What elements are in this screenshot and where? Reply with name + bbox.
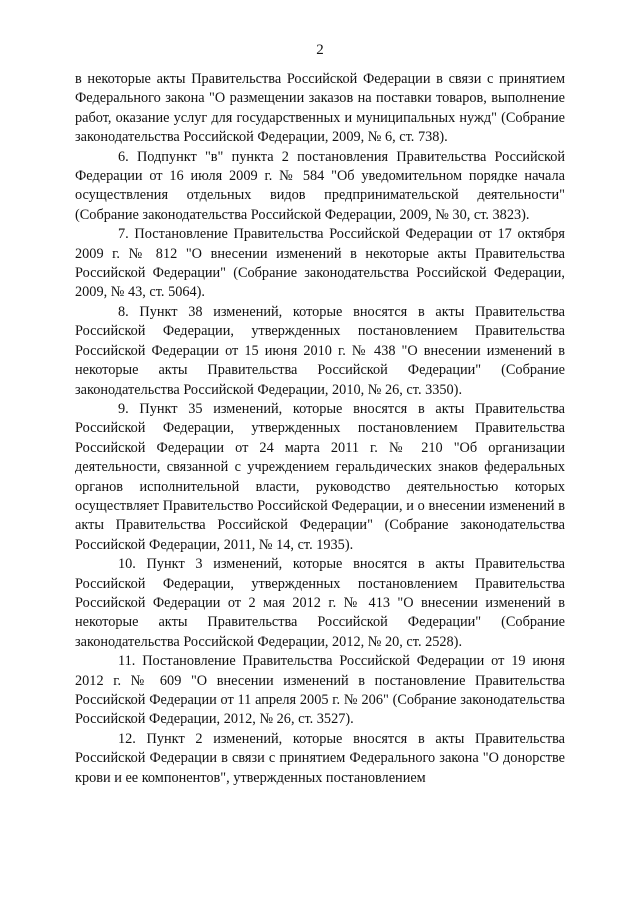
paragraph-item-6: 6. Подпункт "в" пункта 2 постановления Правительства Российской Федерации от 16 июля 2009 г. № 584 "Об уведомительном порядке начала осуществления отдельных видов предпринимательской деятельности" (Собрание законодательства Российской Федерации, 2009, № 30, ст. 3823).: [75, 148, 565, 223]
paragraph-continuation: в некоторые акты Правительства Российской Федерации в связи с принятием Федерального закона "О размещении заказов на поставки товаров, выполнение работ, оказание услуг для государственных и муниципальных нужд" (Собрание законодательства Российской Федерации, 2009, № 6, ст. 738).: [75, 71, 565, 146]
paragraph-item-11: 11. Постановление Правительства Российской Федерации от 19 июня 2012 г. № 609 "О внесении изменений в постановление Правительства Российской Федерации от 11 апреля 2005 г. № 206" (Собрание законодательства Российской Федерации, 2012, № 26, ст. 3527).: [75, 653, 565, 728]
document-body: [75, 70, 565, 788]
paragraph-item-10: 10. Пункт 3 изменений, которые вносятся в акты Правительства Российской Федерации, утвержденных постановлением Правительства Российской Федерации от 2 мая 2012 г. № 413 "О внесении изменений в некоторые акты Правительства Российской Федерации" (Собрание законодательства Российской Федерации, 2012, № 20, ст. 2528).: [75, 556, 565, 650]
paragraph-item-9: 9. Пункт 35 изменений, которые вносятся в акты Правительства Российской Федерации, утвержденных постановлением Правительства Российской Федерации от 24 марта 2011 г. № 210 "Об организации деятельности, связанной с учреждением геральдических знаков федеральных органов исполнительной власти, руководство деятельностью которых осуществляет Правительство Российской Федерации, и о внесении изменений в акты Правительства Российской Федерации" (Собрание законодательства Российской Федерации, 2011, № 14, ст. 1935).: [75, 400, 565, 553]
paragraph-item-7: 7. Постановление Правительства Российской Федерации от 17 октября 2009 г. № 812 "О внесении изменений в некоторые акты Правительства Российской Федерации" (Собрание законодательства Российской Федерации, 2009, № 43, ст. 5064).: [75, 226, 565, 301]
paragraph-item-8: 8. Пункт 38 изменений, которые вносятся в акты Правительства Российской Федерации, утвержденных постановлением Правительства Российской Федерации от 15 июня 2010 г. № 438 "О внесении изменений в некоторые акты Правительства Российской Федерации" (Собрание законодательства Российской Федерации, 2010, № 26, ст. 3350).: [75, 303, 565, 398]
paragraph-item-12: 12. Пункт 2 изменений, которые вносятся в акты Правительства Российской Федерации в связи с принятием Федерального закона "О донорстве крови и ее компонентов", утвержденных постановлением: [75, 730, 565, 786]
page-number: 2: [316, 42, 324, 58]
